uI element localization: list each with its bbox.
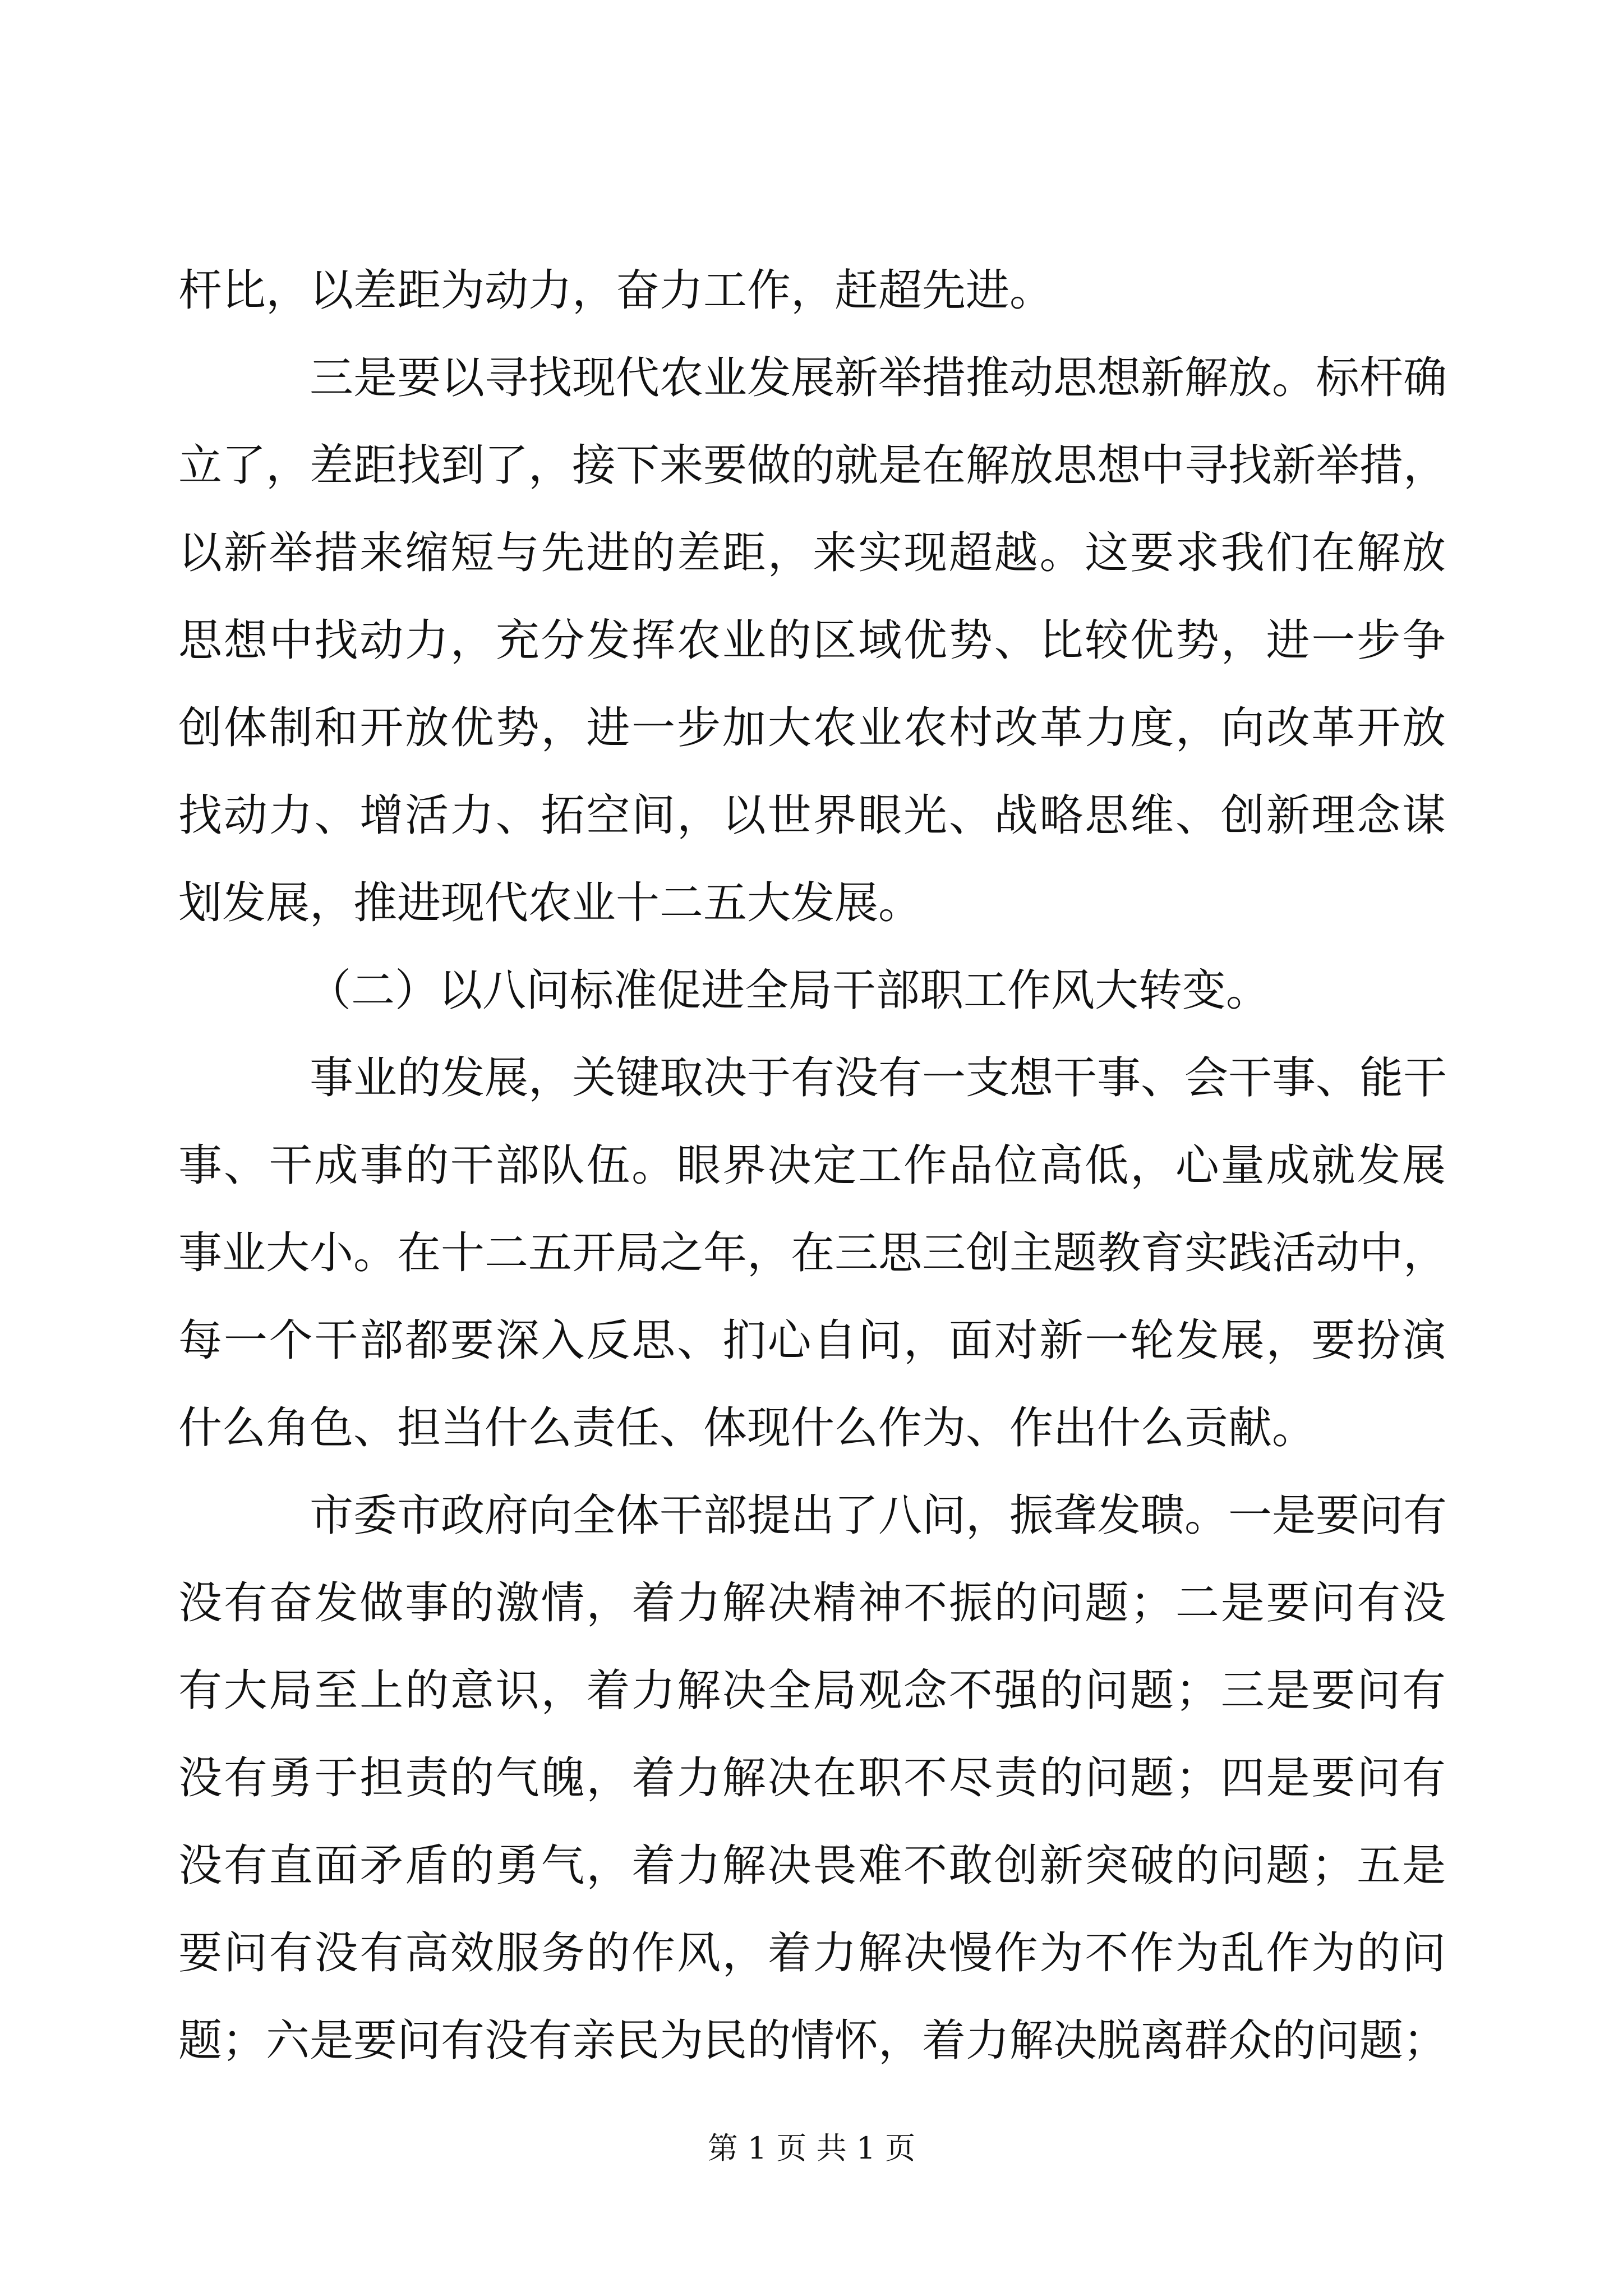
text-line: 有大局至上的意识，着力解决全局观念不强的问题；三是要问有 (178, 1665, 1446, 1716)
text-line: 事、干成事的干部队伍。眼界决定工作品位高低，心量成就发展 (178, 1140, 1446, 1191)
paragraph-first-line: 三是要以寻找现代农业发展新举措推动思想新解放。标杆确 (310, 353, 1447, 403)
text-line: 以新举措来缩短与先进的差距，来实现超越。这要求我们在解放 (178, 528, 1446, 578)
text-line: 要问有没有高效服务的作风，着力解决慢作为不作为乱作为的问 (178, 1928, 1446, 1978)
page-number-label: 第 1 页 共 1 页 (707, 2131, 916, 2166)
text-line: 创体制和开放优势，进一步加大农业农村改革力度，向改革开放 (178, 703, 1446, 753)
text-line: 什么角色、担当什么责任、体现什么作为、作出什么贡献。 (178, 1403, 1316, 1453)
paragraph-first-line: 市委市政府向全体干部提出了八问，振聋发聩。一是要问有 (310, 1490, 1447, 1541)
text-line: 题；六是要问有没有亲民为民的情怀，着力解决脱离群众的问题； (178, 2016, 1447, 2066)
text-line: 没有勇于担责的气魄，着力解决在职不尽责的问题；四是要问有 (178, 1753, 1446, 1803)
text-line: 找动力、增活力、拓空间，以世界眼光、战略思维、创新理念谋 (178, 790, 1446, 841)
text-line: 事业大小。在十二五开局之年，在三思三创主题教育实践活动中， (178, 1228, 1447, 1278)
paragraph-first-line: 事业的发展，关键取决于有没有一支想干事、会干事、能干 (310, 1053, 1447, 1103)
text-line: 立了，差距找到了，接下来要做的就是在解放思想中寻找新举措， (178, 440, 1447, 491)
page-footer (0, 2126, 1623, 2171)
text-line: 没有直面矛盾的勇气，着力解决畏难不敢创新突破的问题；五是 (178, 1841, 1446, 1891)
section-heading: （二）以八问标准促进全局干部职工作风大转变。 (307, 965, 1270, 1016)
text-line: 杆比，以差距为动力，奋力工作，赶超先进。 (178, 265, 1054, 316)
document-body (178, 247, 1446, 2085)
text-line: 划发展，推进现代农业十二五大发展。 (178, 878, 923, 928)
text-line: 思想中找动力，充分发挥农业的区域优势、比较优势，进一步争 (178, 615, 1446, 666)
text-line: 每一个干部都要深入反思、扪心自问，面对新一轮发展，要扮演 (178, 1315, 1446, 1366)
text-line: 没有奋发做事的激情，着力解决精神不振的问题；二是要问有没 (178, 1578, 1446, 1628)
